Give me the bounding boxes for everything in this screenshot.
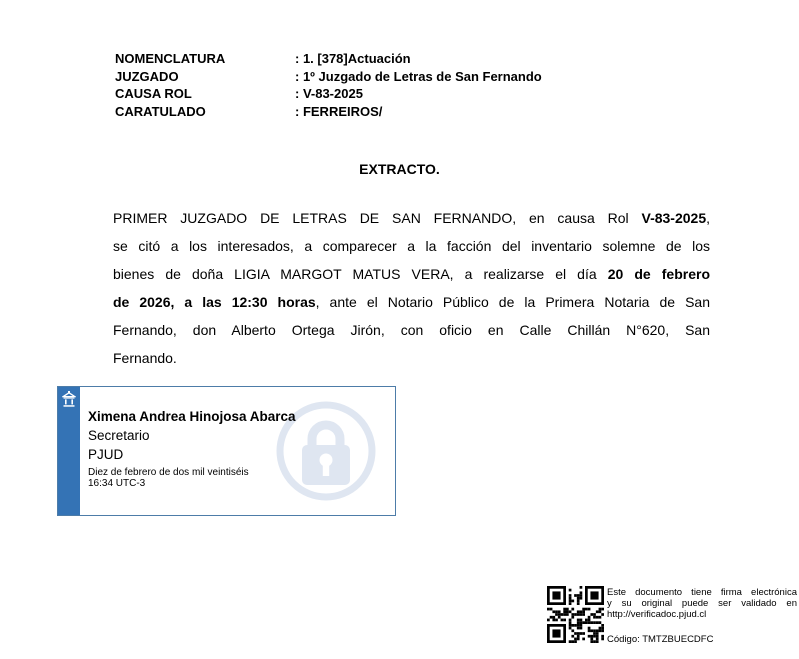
case-value: : FERREIROS/ bbox=[295, 103, 383, 119]
text-segment: bienes de doña LIGIA MARGOT MATUS VERA, a realizarse el día bbox=[113, 266, 608, 282]
signature-date: Diez de febrero de dos mil veintiséis bbox=[88, 467, 249, 478]
case-label: CAUSA ROL bbox=[115, 86, 192, 101]
verification-code: Código: TMTZBUECDFC bbox=[607, 634, 714, 645]
body-paragraph bbox=[113, 204, 710, 372]
verification-text bbox=[607, 587, 797, 645]
signature-strip bbox=[58, 387, 80, 515]
text-segment: Fernando, don Alberto Ortega Jirón, con oficio en Calle Chillán N°620, San bbox=[113, 322, 710, 338]
qr-code bbox=[547, 586, 604, 643]
signature-details bbox=[88, 407, 328, 489]
verification-line: y su original puede ser validado en bbox=[607, 598, 797, 609]
case-row-nomenclatura bbox=[115, 50, 542, 68]
text-segment-bold: 20 de febrero bbox=[607, 266, 710, 282]
courthouse-icon bbox=[62, 391, 76, 408]
text-segment: se citó a los interesados, a comparecer a la facción del inventario solemne de los bbox=[113, 238, 710, 254]
case-value: : 1. [378]Actuación bbox=[295, 51, 411, 66]
paragraph-line bbox=[113, 260, 710, 288]
verification-url: http://verificadoc.pjud.cl bbox=[607, 609, 707, 620]
paragraph-line bbox=[113, 204, 710, 232]
paragraph-line bbox=[113, 316, 710, 344]
case-label: NOMENCLATURA bbox=[115, 51, 226, 66]
case-row-causa-rol bbox=[115, 85, 542, 103]
signer-name: Ximena Andrea Hinojosa Abarca bbox=[88, 409, 296, 424]
text-segment: Fernando. bbox=[113, 350, 177, 366]
signer-role: Secretario bbox=[88, 428, 150, 443]
signature-box bbox=[57, 386, 396, 516]
verification-line: Este documento tiene firma electrónica bbox=[607, 587, 797, 598]
text-segment-bold: V-83-2025 bbox=[641, 210, 707, 226]
paragraph-line bbox=[113, 288, 710, 316]
text-segment-bold: de 2026, a las 12:30 horas bbox=[113, 294, 316, 310]
case-label: JUZGADO bbox=[115, 68, 179, 84]
signature-time: 16:34 UTC-3 bbox=[88, 478, 146, 489]
paragraph-line bbox=[113, 344, 710, 372]
case-header bbox=[115, 50, 542, 120]
signer-organization: PJUD bbox=[88, 447, 124, 462]
case-value: : 1º Juzgado de Letras de San Fernando bbox=[295, 68, 542, 84]
text-segment: PRIMER JUZGADO DE LETRAS DE SAN FERNANDO, en causa Rol bbox=[113, 210, 642, 226]
case-label: CARATULADO bbox=[115, 103, 206, 119]
case-row-caratulado bbox=[115, 103, 542, 121]
case-value: : V-83-2025 bbox=[295, 86, 363, 101]
case-row-juzgado bbox=[115, 68, 542, 86]
text-segment: , bbox=[706, 210, 710, 226]
text-segment: , ante el Notario Público de la Primera Notaria de San bbox=[315, 294, 710, 310]
paragraph-line bbox=[113, 232, 710, 260]
verification-footer bbox=[547, 586, 798, 646]
page-title: EXTRACTO. bbox=[359, 161, 440, 177]
